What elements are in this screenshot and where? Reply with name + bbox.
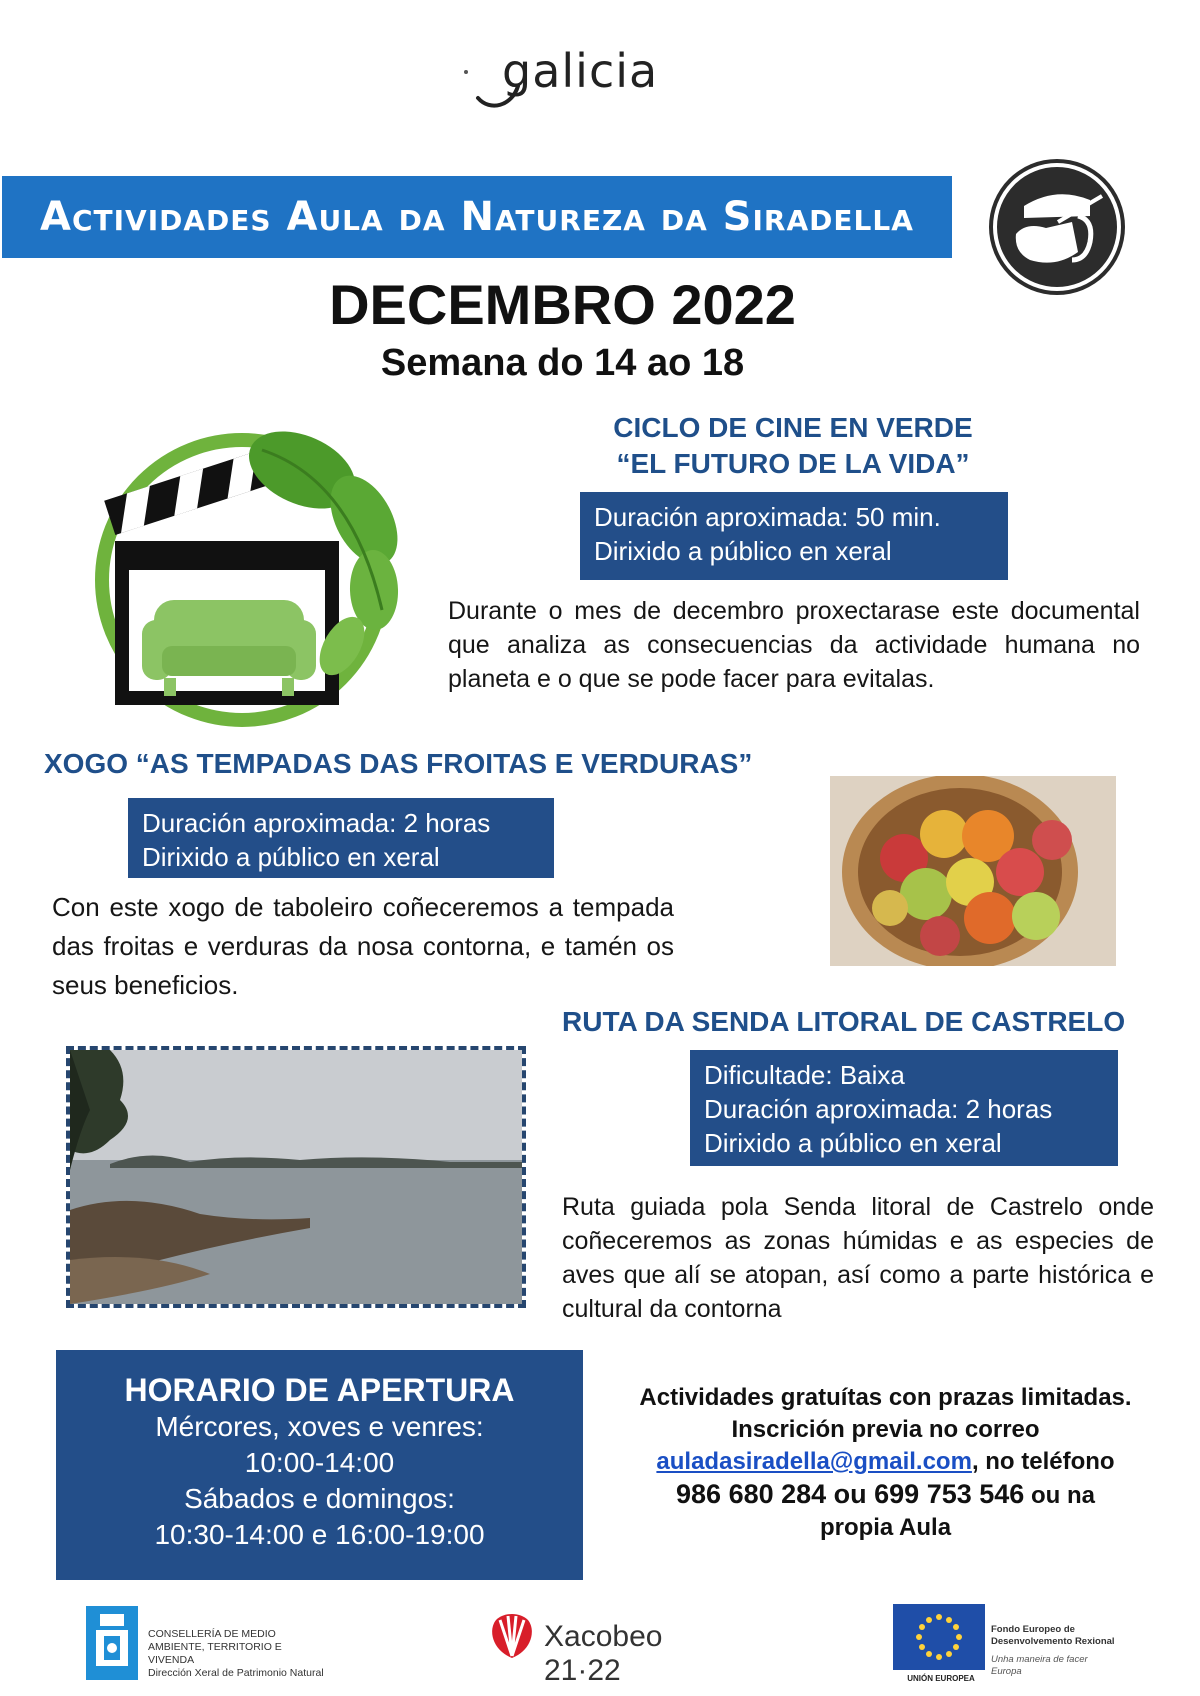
weekend-label: Sábados e domingos:: [184, 1483, 455, 1514]
opening-hours-box: [56, 1350, 583, 1580]
xogo-info-box: [128, 798, 554, 878]
xunta-line2: AMBIENTE, TERRITORIO E: [148, 1641, 282, 1653]
contact-email-line: [608, 1446, 1163, 1478]
xogo-duration: Duración aproximada: 2 horas: [142, 808, 491, 838]
cine-duration: Duración aproximada: 50 min.: [594, 502, 941, 532]
xacobeo-text: Xacobeo 21·22: [544, 1620, 663, 1687]
phones-line: [608, 1478, 1163, 1512]
xunta-line1: CONSELLERÍA DE MEDIO: [148, 1628, 276, 1640]
weekday-label: Mércores, xoves e venres:: [155, 1411, 484, 1442]
xacobeo-logo: [486, 1610, 746, 1687]
weekday-hours: 10:00-14:00: [244, 1447, 395, 1478]
eu-label: UNIÓN EUROPEA: [907, 1674, 975, 1683]
xunta-line3: VIVENDA: [148, 1654, 195, 1666]
registration-text: Inscrición previa no correo: [731, 1416, 1040, 1443]
cine-audience: Dirixido a público en xeral: [594, 536, 892, 566]
coast-photo: [66, 1046, 526, 1308]
opening-hours-title: HORARIO DE APERTURA: [124, 1372, 515, 1408]
cinema-leaf-icon: [82, 410, 422, 730]
xunta-text: [148, 1628, 324, 1680]
ruta-description: Ruta guiada pola Senda litoral de Castrelo onde coñeceremos as zonas húmidas e as especies de aves que alí se atopan, así como a parte histórica e cultural da contorna: [562, 1193, 1154, 1323]
eu-fund-line1: Fondo Europeo de: [991, 1624, 1075, 1635]
xogo-audience: Dirixido a público en xeral: [142, 842, 440, 872]
own-classroom-text: propia Aula: [819, 1514, 952, 1541]
registration-info: [608, 1382, 1163, 1544]
cine-info-box: [580, 492, 1008, 580]
phone-numbers: 986 680 284 ou 699 753 546: [676, 1479, 1025, 1509]
xunta-shield-icon: [86, 1606, 138, 1680]
fruit-bowl-image: [830, 776, 1116, 966]
ruta-title: RUTA DA SENDA LITORAL DE CASTRELO: [562, 1006, 1126, 1037]
xunta-logo: [86, 1606, 366, 1684]
eu-logo: [893, 1604, 1153, 1688]
eu-motto-text: [991, 1654, 1088, 1678]
month-title: DECEMBRO 2022: [329, 273, 796, 336]
galicia-logo: [450, 38, 670, 118]
eu-motto-line1: Unha maneira de facer: [991, 1654, 1088, 1665]
week-subtitle: Semana do 14 ao 18: [380, 342, 745, 384]
contact-email-link[interactable]: auladasiradella@gmail.com: [656, 1448, 972, 1475]
logo-text: galicia: [502, 44, 659, 98]
banner-title: Actividades Aula da Natureza da Siradella: [40, 194, 914, 240]
xogo-description: Con este xogo de taboleiro coñeceremos a tempada das froitas e verduras da nosa contorna, e tamén os seus beneficios.: [52, 892, 674, 1000]
or-in-text: ou na: [1024, 1482, 1095, 1509]
xacobeo-shell-icon: [486, 1610, 538, 1662]
header-banner: [2, 176, 952, 258]
cine-description: Durante o mes de decembro proxectarase este documental que analiza as consecuencias da actividade humana no planeta e o que se pode facer para evitalas.: [448, 597, 1140, 693]
ruta-difficulty: Dificultade: Baixa: [704, 1060, 905, 1090]
free-activities-text: Actividades gratuítas con prazas limitadas.: [639, 1384, 1132, 1411]
ruta-duration: Duración aproximada: 2 horas: [704, 1094, 1053, 1124]
eu-flag-icon: [893, 1604, 985, 1670]
cine-title-line1: CICLO DE CINE EN VERDE: [613, 412, 973, 443]
xunta-line4: Dirección Xeral de Patrimonio Natural: [148, 1667, 324, 1679]
eu-fund-line2: Desenvolvemento Rexional: [991, 1636, 1115, 1647]
eu-fund-text: [991, 1624, 1115, 1648]
weekend-hours: 10:30-14:00 e 16:00-19:00: [154, 1519, 485, 1550]
cine-title-line2: “EL FUTURO DE LA VIDA”: [616, 448, 970, 479]
eu-motto-line2: Europa: [991, 1666, 1022, 1677]
ruta-info-box: [690, 1050, 1118, 1166]
ruta-audience: Dirixido a público en xeral: [704, 1128, 1002, 1158]
xogo-title: XOGO “AS TEMPADAS DAS FROITAS E VERDURAS”: [44, 748, 753, 779]
phone-intro-text: , no teléfono: [971, 1448, 1115, 1475]
